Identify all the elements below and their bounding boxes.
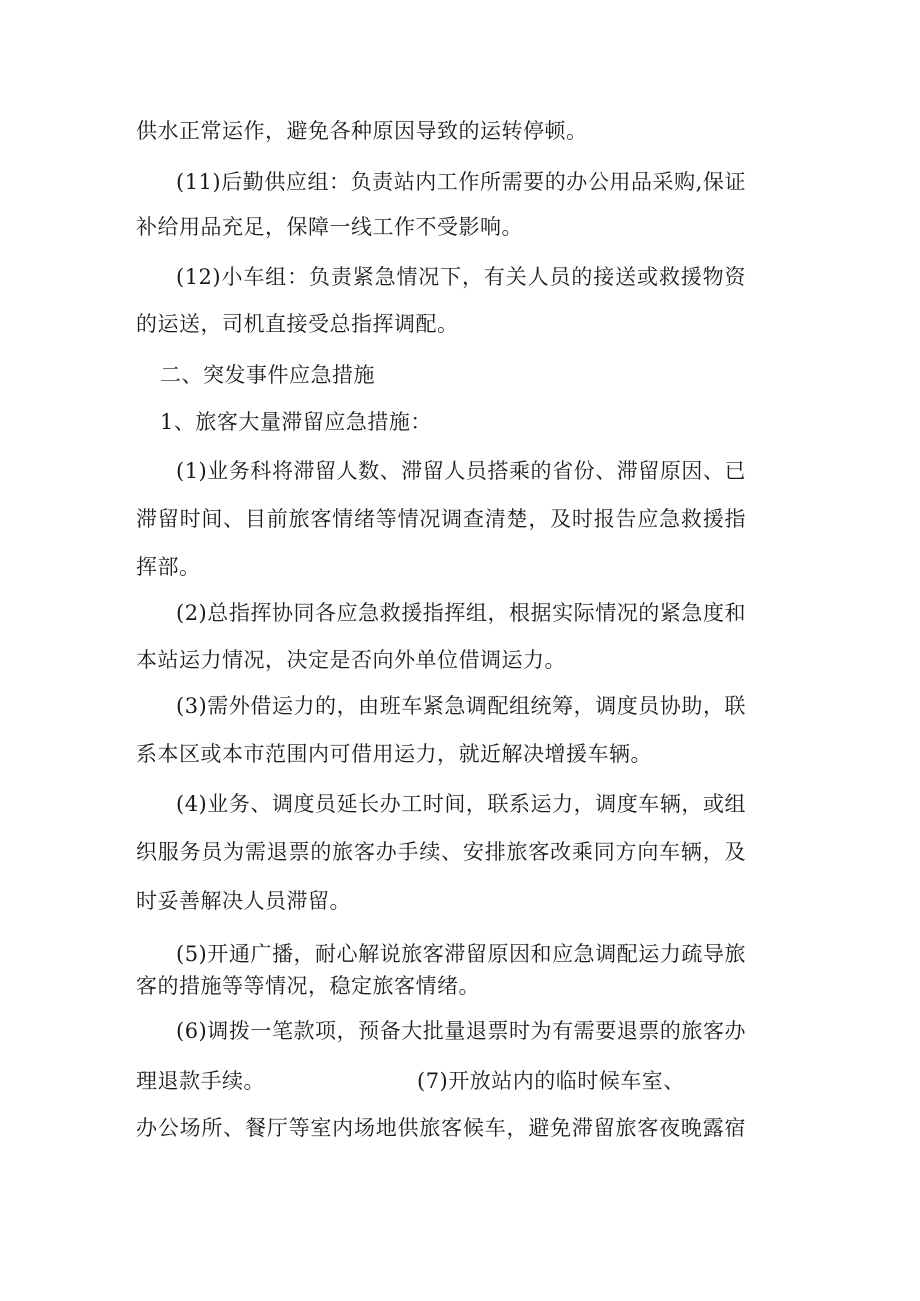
text-line: 滞留时间、目前旅客情绪等情况调查清楚，及时报告应急救援指 [136, 507, 746, 531]
text-line: 办公场所、餐厅等室内场地供旅客候车，避免滞留旅客夜晚露宿 [136, 1116, 746, 1140]
text-line: (4)业务、调度员延长办工时间，联系运力，调度车辆，或组 [176, 792, 746, 816]
text-line: 织服务员为需退票的旅客办手续、安排旅客改乘同方向车辆，及 [136, 840, 746, 864]
text-line: 时妥善解决人员滞留。 [136, 889, 351, 913]
text-line: (11)后勤供应组：负责站内工作所需要的办公用品采购,保证 [176, 170, 746, 194]
text-line: 客的措施等等情况，稳定旅客情绪。 [136, 974, 480, 998]
text-line: (12)小车组：负责紧急情况下，有关人员的接送或救援物资 [176, 265, 746, 289]
text-line: 本站运力情况，决定是否向外单位借调运力。 [136, 648, 566, 672]
section-heading: 二、突发事件应急措施 [160, 363, 375, 387]
text-line: 补给用品充足，保障一线工作不受影响。 [136, 215, 523, 239]
subsection-heading: 1、旅客大量滞留应急措施： [160, 410, 432, 434]
text-line: (3)需外借运力的，由班车紧急调配组统筹，调度员协助，联 [176, 694, 746, 718]
text-line: (6)调拨一笔款项，预备大批量退票时为有需要退票的旅客办 [176, 1019, 746, 1043]
text-line: (5)开通广播，耐心解说旅客滞留原因和应急调配运力疏导旅 [176, 942, 746, 966]
text-line: 挥部。 [136, 555, 201, 579]
text-line: (7)开放站内的临时候车室、 [417, 1069, 685, 1093]
text-line: 理退款手续。 [136, 1069, 265, 1093]
text-line: 的运送，司机直接受总指挥调配。 [136, 312, 459, 336]
text-line: 系本区或本市范围内可借用运力，就近解决增援车辆。 [136, 742, 652, 766]
text-line: 供水正常运作，避免各种原因导致的运转停顿。 [136, 119, 588, 143]
text-line: (2)总指挥协同各应急救援指挥组，根据实际情况的紧急度和 [176, 601, 746, 625]
text-line: (1)业务科将滞留人数、滞留人员搭乘的省份、滞留原因、已 [176, 459, 746, 483]
